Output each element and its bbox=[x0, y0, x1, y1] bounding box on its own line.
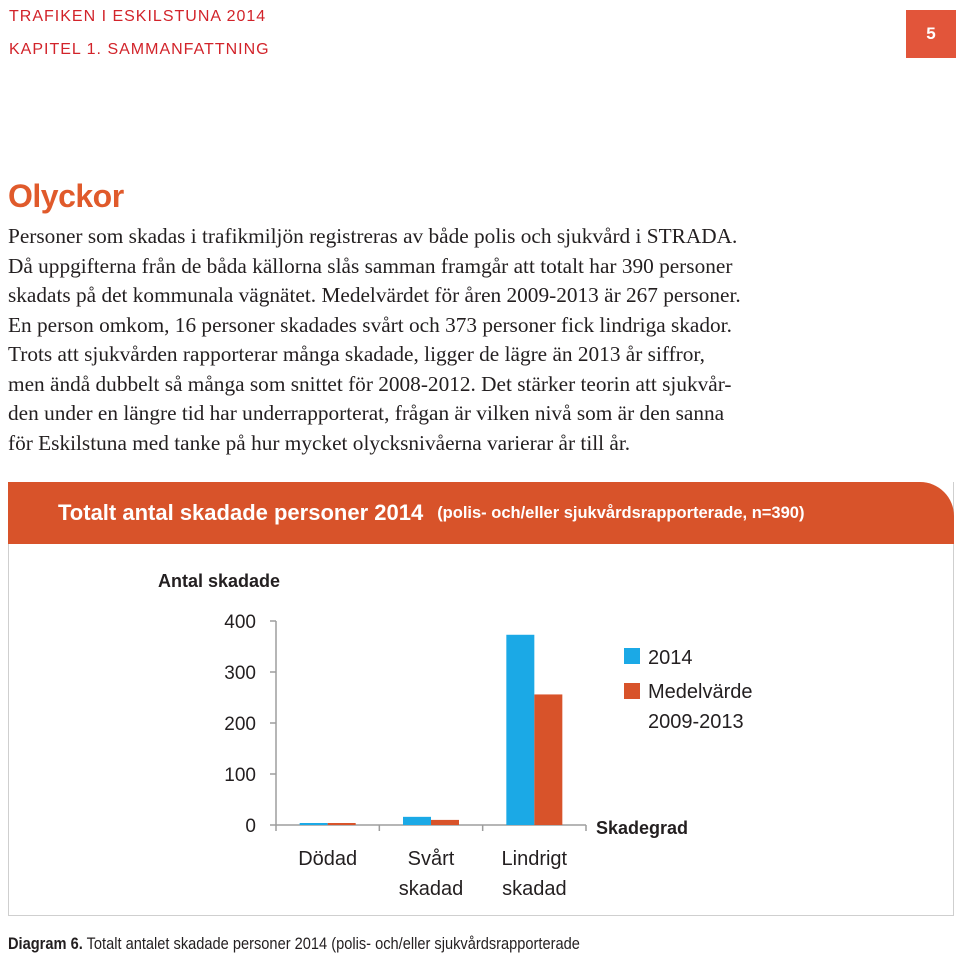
section-heading: Olyckor bbox=[8, 178, 124, 214]
x-axis-title: Skadegrad bbox=[596, 818, 689, 838]
x-category-label: Dödad bbox=[298, 848, 358, 870]
legend-swatch-series1 bbox=[624, 648, 640, 664]
report-title: TRAFIKEN I ESKILSTUNA 2014 bbox=[9, 8, 267, 25]
page-number: 5 bbox=[906, 10, 956, 58]
figure-caption bbox=[8, 934, 580, 954]
y-tick-label: 400 bbox=[224, 612, 256, 633]
x-category-label: Lindrigt bbox=[501, 848, 568, 870]
y-axis-title: Antal skadade bbox=[158, 571, 281, 591]
legend-label-series2: 2009-2013 bbox=[648, 711, 744, 733]
caption-label: Diagram 6. bbox=[8, 934, 83, 953]
bar-series1 bbox=[403, 817, 431, 825]
paragraph-line: Trots att sjukvården rapporterar många skadade, ligger de lägre än 2013 år siffror, bbox=[8, 342, 705, 366]
chapter-title: KAPITEL 1. SAMMANFATTNING bbox=[9, 41, 270, 58]
paragraph-line: men ändå dubbelt så många som snittet för 2008-2012. Det stärker teorin att sjukvår- bbox=[8, 371, 732, 396]
bar-series2 bbox=[328, 823, 356, 825]
y-tick-label: 200 bbox=[224, 714, 256, 735]
legend-label-series2: Medelvärde bbox=[648, 681, 753, 703]
paragraph-line: den under en längre tid har underrapporterat, frågan är vilken nivå som är den sanna bbox=[8, 401, 725, 425]
y-tick-label: 100 bbox=[224, 765, 256, 786]
caption-text: Totalt antalet skadade personer 2014 (polis- och/eller sjukvårdsrapporterade bbox=[82, 934, 580, 953]
bar-series1 bbox=[300, 823, 328, 825]
paragraph-line: för Eskilstuna med tanke på hur mycket olycksnivåerna varierar år till år. bbox=[8, 430, 631, 455]
x-category-label: Svårt bbox=[407, 848, 455, 870]
legend-label-series1: 2014 bbox=[648, 647, 693, 669]
legend-swatch-series2 bbox=[624, 683, 640, 699]
bar-series2 bbox=[431, 820, 459, 825]
paragraph-line: Då uppgifterna från de båda källorna slås samman framgår att totalt har 390 personer bbox=[8, 253, 733, 278]
y-tick-label: 300 bbox=[224, 663, 256, 684]
y-tick-label: 0 bbox=[245, 816, 256, 837]
figure-banner-title: Totalt antal skadade personer 2014 bbox=[58, 500, 424, 525]
bar-series2 bbox=[534, 694, 562, 825]
figure-banner-subtitle: (polis- och/eller sjukvårdsrapporterade, n=390) bbox=[437, 503, 805, 522]
x-category-label: skadad bbox=[398, 878, 464, 900]
paragraph-line: Personer som skadas i trafikmiljön registreras av både polis och sjukvård i STRADA. bbox=[8, 224, 738, 248]
x-category-label: skadad bbox=[502, 878, 567, 900]
paragraph-line: En person omkom, 16 personer skadades svårt och 373 personer fick lindriga skador. bbox=[8, 312, 732, 337]
bar-series1 bbox=[506, 635, 534, 825]
paragraph-line: skadats på det kommunala vägnätet. Medelvärdet för åren 2009-2013 är 267 personer. bbox=[8, 283, 741, 307]
